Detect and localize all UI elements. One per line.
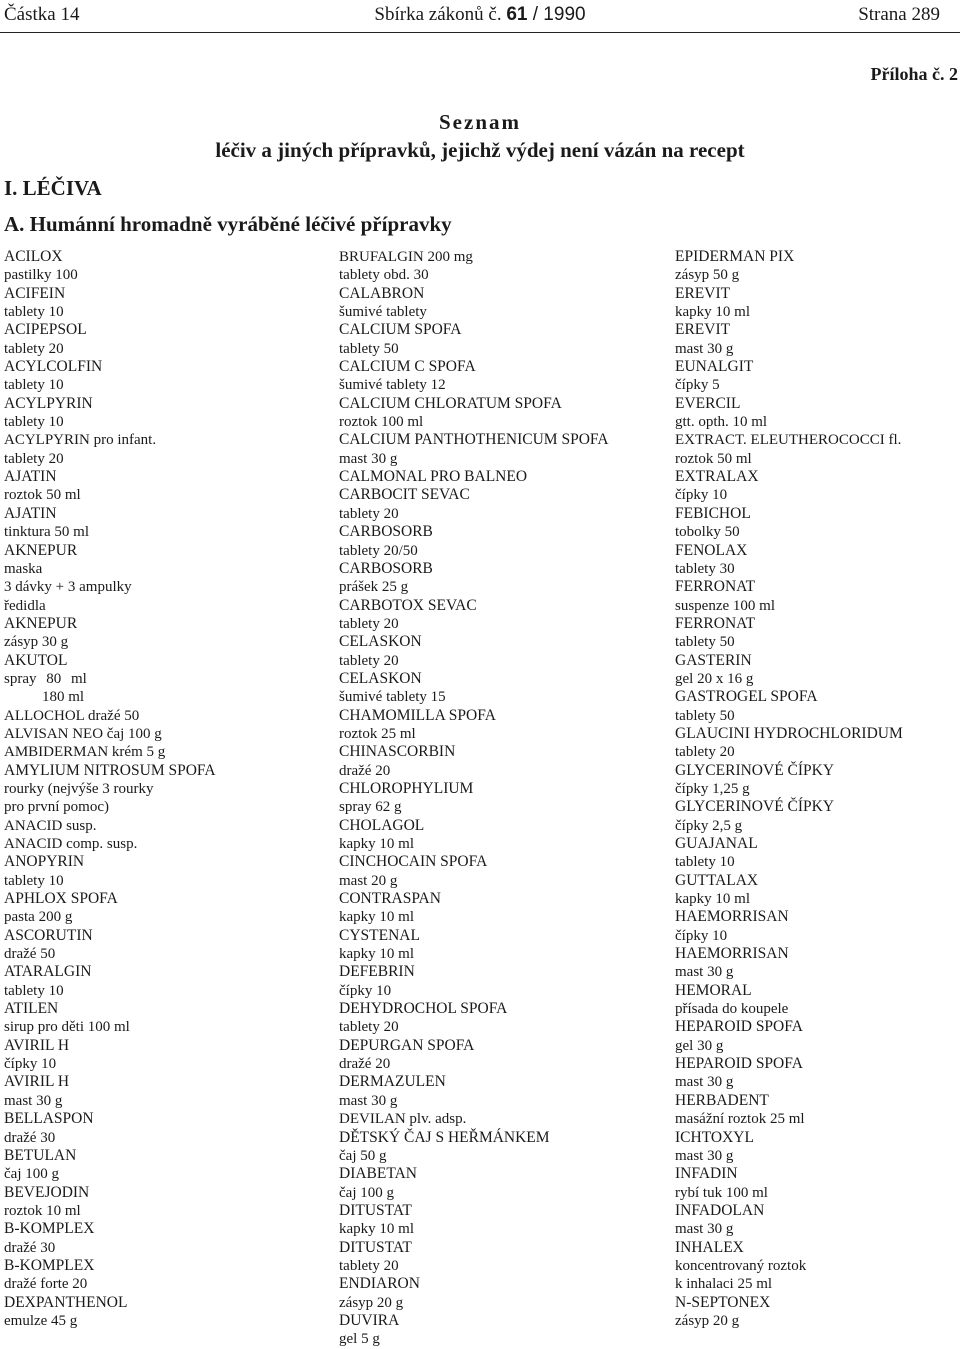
list-item: zásyp 30 g (4, 634, 69, 651)
list-item: čaj 100 g (4, 1166, 59, 1183)
list-item: CELASKON (339, 669, 422, 687)
list-item: B-KOMPLEX (4, 1256, 95, 1274)
list-item: ANOPYRIN (4, 853, 85, 871)
list-item: DIABETAN (339, 1165, 417, 1183)
list-item: HEPAROID SPOFA (675, 1055, 803, 1073)
list-item: pasta 200 g (4, 909, 73, 926)
list-item: ASCORUTIN (4, 926, 93, 944)
list-item: kapky 10 ml (339, 946, 414, 963)
list-item: tablety 20 (339, 652, 399, 669)
list-item: tablety 20 (339, 505, 399, 522)
list-item: mast 20 g (339, 872, 398, 889)
list-item: roztok 10 ml (4, 1202, 81, 1219)
list-item: sirup pro děti 100 ml (4, 1019, 130, 1036)
list-item: ACYLPYRIN pro infant. (4, 432, 157, 449)
list-item: rybí tuk 100 ml (675, 1184, 768, 1201)
list-item: dražé 30 (4, 1239, 56, 1256)
page-header (0, 0, 960, 33)
list-item: tablety 50 (675, 707, 735, 724)
drug-list-column-2 (339, 248, 639, 1349)
list-item: GUAJANAL (675, 835, 758, 852)
list-item: CHAMOMILLA SPOFA (339, 706, 496, 724)
list-item: tablety 50 (339, 340, 399, 357)
list-item: gel 30 g (675, 1037, 724, 1054)
list-item: BELLASPON (4, 1110, 94, 1128)
list-item: kapky 10 ml (675, 304, 750, 321)
list-item: EREVIT (675, 284, 731, 302)
list-item: EPIDERMAN PIX (675, 248, 795, 265)
list-item: BEVEJODIN (4, 1183, 90, 1201)
list-item: CALCIUM C SPOFA (339, 358, 476, 376)
list-item: DEXPANTHENOL (4, 1293, 128, 1311)
list-item: šumivé tablety 12 (339, 377, 446, 394)
list-item: tablety 20 (339, 1019, 399, 1036)
list-item: tablety 50 (675, 634, 735, 651)
list-item: CALCIUM CHLORATUM SPOFA (339, 394, 562, 412)
list-item: CALCIUM PANTHOTHENICUM SPOFA (339, 431, 609, 449)
list-item: čípky 10 (339, 982, 392, 999)
list-item: CARBOCIT SEVAC (339, 486, 470, 504)
list-item: INFADOLAN (675, 1201, 765, 1219)
list-item: GLAUCINI HYDROCHLORIDUM (675, 724, 903, 742)
list-item: ATARALGIN (4, 963, 92, 981)
header-collection-title (0, 4, 960, 26)
list-item: tablety 20/50 (339, 542, 418, 559)
list-item: roztok 100 ml (339, 414, 424, 431)
annex-label: Příloha č. 2 (870, 64, 958, 84)
list-item: tablety 20 (339, 1257, 399, 1274)
list-item: rourky (nejvýše 3 rourky (4, 780, 154, 797)
list-item: FENOLAX (675, 541, 748, 559)
list-item: tablety 30 (675, 560, 735, 577)
list-item: 180 ml (42, 689, 85, 706)
document-subtitle: léčiv a jiných přípravků, jejichž výdej není vázán na recept (215, 138, 745, 162)
list-item: spray 62 g (339, 799, 402, 816)
list-item: ALLOCHOL dražé 50 (4, 707, 140, 724)
list-item: čípky 10 (4, 1056, 57, 1073)
list-item: kapky 10 ml (339, 1221, 414, 1238)
list-item: tablety 10 (4, 377, 64, 394)
subsection-heading: A. Humánní hromadně vyráběné léčivé přípravky (4, 212, 452, 236)
list-item: mast 30 g (675, 1074, 734, 1091)
list-item: gel 5 g (339, 1331, 380, 1348)
list-item: roztok 25 ml (339, 725, 416, 742)
list-item: DEVILAN plv. adsp. (339, 1111, 467, 1128)
list-item: AVIRIL H (4, 1073, 70, 1091)
list-item: gel 20 x 16 g (675, 670, 754, 687)
list-item: ACIPEPSOL (4, 321, 87, 339)
list-item: k inhalaci 25 ml (675, 1276, 773, 1293)
list-item: gtt. opth. 10 ml (675, 414, 768, 431)
list-item: ACILOX (4, 248, 63, 265)
list-item: mast 30 g (339, 450, 398, 467)
list-item: CELASKON (339, 633, 422, 651)
list-item: čípky 1,25 g (675, 780, 750, 797)
list-item: dražé 50 (4, 946, 56, 963)
list-item: BETULAN (4, 1146, 77, 1164)
list-item: zásyp 50 g (675, 267, 740, 284)
list-item: tobolky 50 (675, 524, 740, 541)
list-item: GLYCERINOVÉ ČÍPKY (675, 761, 835, 779)
list-item: tablety 20 (339, 615, 399, 632)
list-item: FEBICHOL (675, 504, 751, 522)
list-item: tinktura 50 ml (4, 524, 89, 541)
list-item: dražé 20 (339, 762, 391, 779)
list-item: FERRONAT (675, 614, 756, 632)
list-item: ENDIARON (339, 1275, 420, 1293)
list-item: prášek 25 g (339, 579, 409, 596)
list-item: HERBADENT (675, 1091, 769, 1109)
list-item: CYSTENAL (339, 926, 420, 944)
list-item: HEMORAL (675, 981, 752, 999)
list-item: ANACID comp. susp. (4, 836, 138, 852)
list-item: pro první pomoc) (4, 799, 109, 816)
list-item: tablety 20 (4, 340, 64, 357)
list-item: CHLOROPHYLIUM (339, 779, 474, 797)
list-item: N-SEPTONEX (675, 1293, 771, 1311)
list-item: ALVISAN NEO čaj 100 g (4, 725, 162, 742)
drug-list-column-1 (4, 248, 304, 1330)
list-item: FERRONAT (675, 578, 756, 596)
list-item: přísada do koupele (675, 1001, 789, 1018)
list-item: tablety 10 (4, 304, 64, 321)
list-item: kapky 10 ml (339, 909, 414, 926)
drug-list-column-3 (675, 248, 960, 1330)
list-item: HAEMORRISAN (675, 908, 789, 926)
list-item: AMBIDERMAN krém 5 g (4, 744, 166, 761)
list-item: mast 30 g (339, 1092, 398, 1109)
list-item: GLYCERINOVÉ ČÍPKY (675, 798, 835, 816)
list-item: dražé 20 (339, 1056, 391, 1073)
list-item: spray 80 ml (4, 670, 87, 687)
list-item: EXTRALAX (675, 468, 759, 486)
list-item: tablety 20 (4, 450, 64, 467)
list-item: AJATIN (4, 504, 57, 522)
list-item: HAEMORRISAN (675, 945, 789, 963)
list-item: dražé forte 20 (4, 1276, 88, 1293)
list-item: AKUTOL (4, 651, 68, 669)
list-item: zásyp 20 g (675, 1312, 740, 1329)
list-item: AJATIN (4, 468, 57, 486)
document-title: Seznam (439, 110, 521, 134)
list-item: ICHTOXYL (675, 1128, 754, 1146)
list-item: tablety 10 (4, 982, 64, 999)
list-item: čípky 10 (675, 487, 728, 504)
list-item: CARBOSORB (339, 559, 433, 577)
list-item: AKNEPUR (4, 541, 78, 559)
list-item: koncentrovaný roztok (675, 1257, 807, 1274)
list-item: CHOLAGOL (339, 816, 425, 834)
list-item: kapky 10 ml (675, 891, 750, 908)
list-item: GASTERIN (675, 651, 752, 669)
list-item: EVERCIL (675, 394, 741, 412)
list-item: CARBOTOX SEVAC (339, 596, 477, 614)
list-item: APHLOX SPOFA (4, 890, 118, 908)
list-item: emulze 45 g (4, 1312, 78, 1329)
list-item: roztok 50 ml (675, 450, 752, 467)
list-item: tablety 20 (675, 744, 735, 761)
list-item: dražé 30 (4, 1129, 56, 1146)
list-item: CINCHOCAIN SPOFA (339, 853, 488, 871)
list-item: EUNALGIT (675, 358, 754, 376)
header-collection-prefix: Sbírka zákonů č. (374, 4, 507, 25)
list-item: zásyp 20 g (339, 1294, 404, 1311)
list-item: CARBOSORB (339, 523, 433, 541)
list-item: šumivé tablety 15 (339, 689, 446, 706)
list-item: CALABRON (339, 284, 425, 302)
list-item: 3 dávky + 3 ampulky (4, 579, 132, 596)
list-item: DĚTSKÝ ČAJ S HEŘMÁNKEM (339, 1128, 550, 1146)
list-item: EREVIT (675, 321, 731, 339)
list-item: DEHYDROCHOL SPOFA (339, 1000, 508, 1018)
list-item: tablety 10 (675, 854, 735, 871)
list-item: mast 30 g (675, 1147, 734, 1164)
list-item: AMYLIUM NITROSUM SPOFA (4, 761, 216, 779)
list-item: DITUSTAT (339, 1201, 412, 1219)
list-item: tablety obd. 30 (339, 267, 429, 284)
list-item: HEPAROID SPOFA (675, 1018, 803, 1036)
list-item: DERMAZULEN (339, 1073, 446, 1091)
list-item: mast 30 g (675, 964, 734, 981)
list-item: masážní roztok 25 ml (675, 1111, 805, 1128)
list-item: čaj 100 g (339, 1184, 394, 1201)
list-item: ředidla (4, 597, 46, 614)
list-item: INHALEX (675, 1238, 744, 1256)
header-part-number: Částka 14 (4, 4, 80, 25)
list-item: B-KOMPLEX (4, 1220, 95, 1238)
header-page-number: Strana 289 (858, 4, 940, 25)
list-item: CONTRASPAN (339, 890, 441, 908)
list-item: čípky 5 (675, 377, 720, 394)
list-item: maska (4, 560, 43, 577)
section-heading: I. LÉČIVA (4, 176, 102, 200)
list-item: GASTROGEL SPOFA (675, 688, 818, 706)
list-item: AKNEPUR (4, 614, 78, 632)
list-item: INFADIN (675, 1165, 738, 1183)
list-item: roztok 50 ml (4, 487, 81, 504)
list-item: šumivé tablety (339, 304, 427, 321)
list-item: ANACID susp. (4, 817, 97, 834)
list-item: kapky 10 ml (339, 836, 414, 852)
list-item: mast 30 g (4, 1092, 63, 1109)
list-item: mast 30 g (675, 1221, 734, 1238)
list-item: suspenze 100 ml (675, 597, 775, 614)
list-item: DEFEBRIN (339, 963, 415, 981)
list-item: DEPURGAN SPOFA (339, 1036, 475, 1054)
list-item: tablety 10 (4, 872, 64, 889)
list-item: ACYLPYRIN (4, 394, 93, 412)
list-item: DUVIRA (339, 1311, 400, 1329)
list-item: tablety 10 (4, 414, 64, 431)
list-item: EXTRACT. ELEUTHEROCOCCI fl. (675, 432, 902, 449)
list-item: čípky 10 (675, 927, 728, 944)
list-item: DITUSTAT (339, 1238, 412, 1256)
header-collection-year: / 1990 (527, 4, 586, 25)
list-item: ACIFEIN (4, 284, 66, 302)
list-item: ATILEN (4, 1000, 59, 1018)
list-item: AVIRIL H (4, 1036, 70, 1054)
list-item: BRUFALGIN 200 mg (339, 249, 473, 265)
list-item: mast 30 g (675, 340, 734, 357)
list-item: GUTTALAX (675, 871, 759, 889)
list-item: CALMONAL PRO BALNEO (339, 468, 528, 486)
list-item: čípky 2,5 g (675, 817, 743, 834)
list-item: čaj 50 g (339, 1147, 387, 1164)
list-item: ACYLCOLFIN (4, 358, 103, 376)
list-item: CHINASCORBIN (339, 743, 456, 761)
list-item: CALCIUM SPOFA (339, 321, 462, 339)
list-item: pastilky 100 (4, 267, 78, 284)
header-collection-number: 61 (506, 4, 528, 25)
